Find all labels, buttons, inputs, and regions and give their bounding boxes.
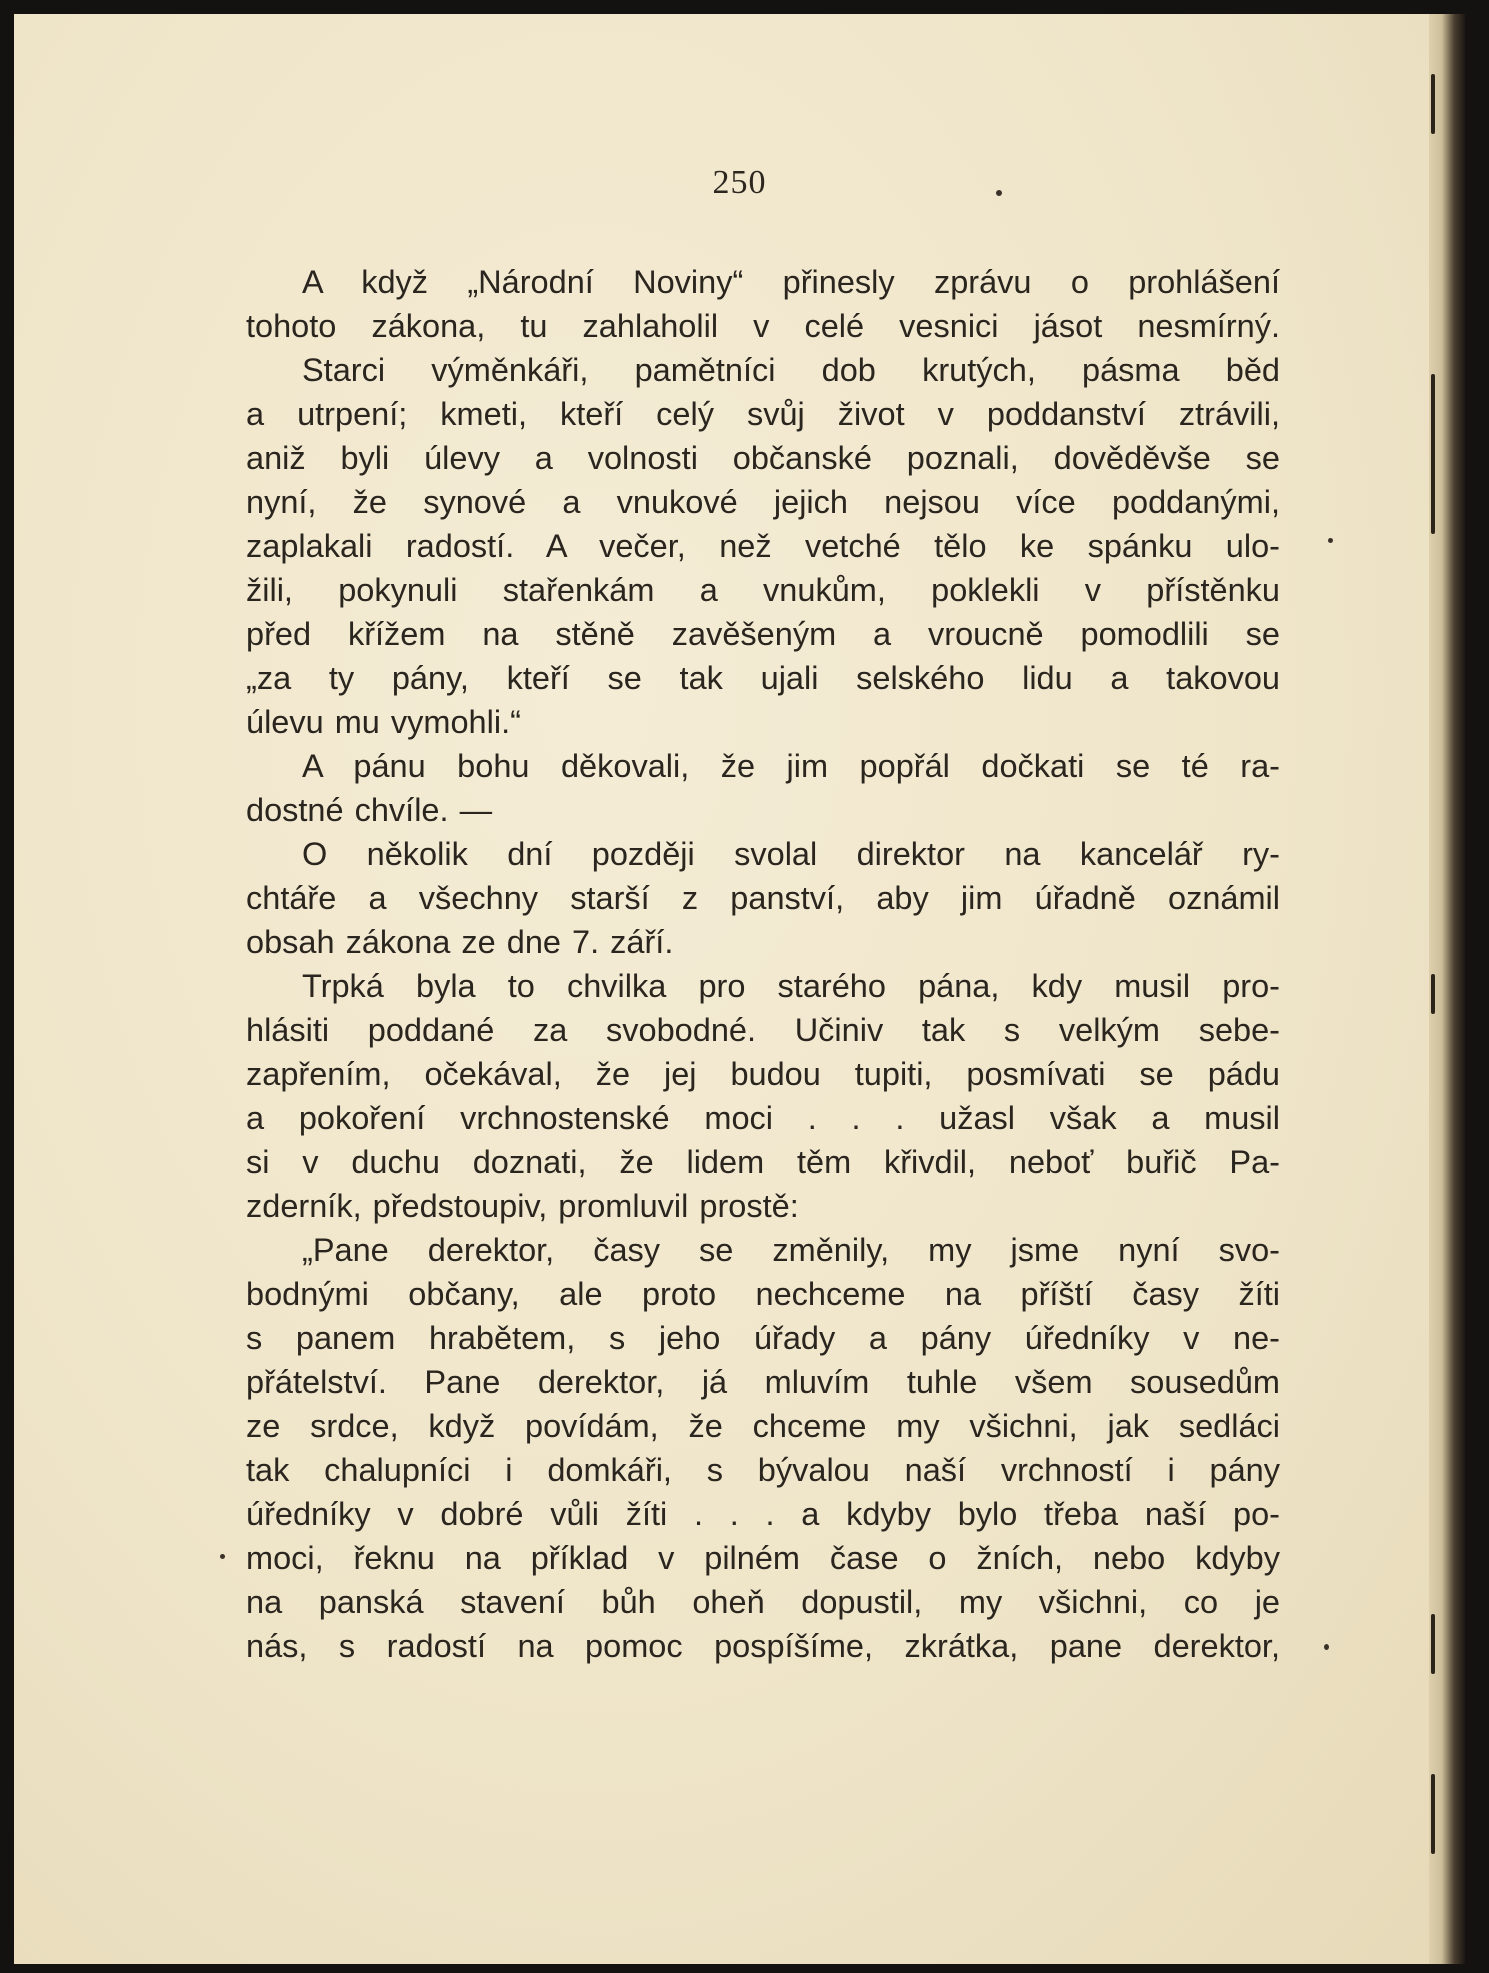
page-number: 250 [712, 164, 767, 201]
text-line: dostné chvíle. — [246, 792, 493, 828]
text-line: úředníky v dobré vůli žíti . . . a kdyby bylo třeba naší po- [246, 1496, 1280, 1532]
body-text [246, 260, 1280, 1668]
text-line: tak chalupníci i domkáři, s bývalou naší vrchností i pány [246, 1452, 1280, 1488]
binding-mark [1431, 74, 1435, 134]
text-line: chtáře a všechny starší z panství, aby jim úřadně oznámil [246, 880, 1280, 916]
binding-mark [1431, 1774, 1435, 1854]
text-line: „Pane derektor, časy se změnily, my jsme nyní svo- [302, 1232, 1280, 1268]
text-line: si v duchu doznati, že lidem těm křivdil, neboť buřič Pa- [246, 1144, 1280, 1180]
text-line: nyní, že synové a vnukové jejich nejsou více poddanými, [246, 484, 1280, 520]
text-line: a utrpení; kmeti, kteří celý svůj život v poddanství ztrávili, [246, 396, 1280, 432]
text-line: úlevu mu vymohli.“ [246, 704, 521, 740]
text-line: žili, pokynuli stařenkám a vnukům, poklekli v přístěnku [246, 572, 1280, 608]
text-line: „za ty pány, kteří se tak ujali selského lidu a takovou [246, 660, 1280, 696]
text-line: A když „Národní Noviny“ přinesly zprávu o prohlášení [302, 264, 1280, 300]
text-line: zapřením, očekával, že jej budou tupiti, posmívati se pádu [246, 1056, 1280, 1092]
paper-speck [1324, 1644, 1329, 1650]
text-line: přátelství. Pane derektor, já mluvím tuhle všem sousedům [246, 1364, 1280, 1400]
text-line: Starci výměnkáři, pamětníci dob krutých, pásma běd [302, 352, 1280, 388]
text-line: zderník, předstoupiv, promluvil prostě: [246, 1188, 799, 1224]
text-line: s panem hrabětem, s jeho úřady a pány úředníky v ne- [246, 1320, 1280, 1356]
text-line: a pokoření vrchnostenské moci . . . užasl však a musil [246, 1100, 1280, 1136]
text-line: A pánu bohu děkovali, že jim popřál dočkati se té ra- [302, 748, 1280, 784]
text-line: zaplakali radostí. A večer, než vetché tělo ke spánku ulo- [246, 528, 1280, 564]
binding-mark [1431, 974, 1435, 1014]
text-line: O několik dní později svolal direktor na kancelář ry- [302, 836, 1280, 872]
binding-mark [1431, 1614, 1435, 1674]
text-line: Trpká byla to chvilka pro starého pána, kdy musil pro- [302, 968, 1280, 1004]
text-line: nás, s radostí na pomoc pospíšíme, zkrátka, pane derektor, [246, 1628, 1280, 1664]
text-line: na panská stavení bůh oheň dopustil, my všichni, co je [246, 1584, 1280, 1620]
text-line: hlásiti poddané za svobodné. Učiniv tak s velkým sebe- [246, 1012, 1280, 1048]
scanned-page [14, 14, 1465, 1964]
text-line: tohoto zákona, tu zahlaholil v celé vesnici jásot nesmírný. [246, 308, 1280, 344]
text-line: aniž byli úlevy a volnosti občanské poznali, dověděvše se [246, 440, 1280, 476]
paper-speck [1328, 538, 1333, 543]
text-line: ze srdce, když povídám, že chceme my všichni, jak sedláci [246, 1408, 1280, 1444]
binding-mark [1431, 374, 1435, 534]
text-line: před křížem na stěně zavěšeným a vroucně pomodlili se [246, 616, 1280, 652]
text-line: moci, řeknu na příklad v pilném čase o žních, nebo kdyby [246, 1540, 1280, 1576]
text-line: obsah zákona ze dne 7. září. [246, 924, 674, 960]
text-line: bodnými občany, ale proto nechceme na příští časy žíti [246, 1276, 1280, 1312]
paper-speck [220, 1554, 225, 1559]
